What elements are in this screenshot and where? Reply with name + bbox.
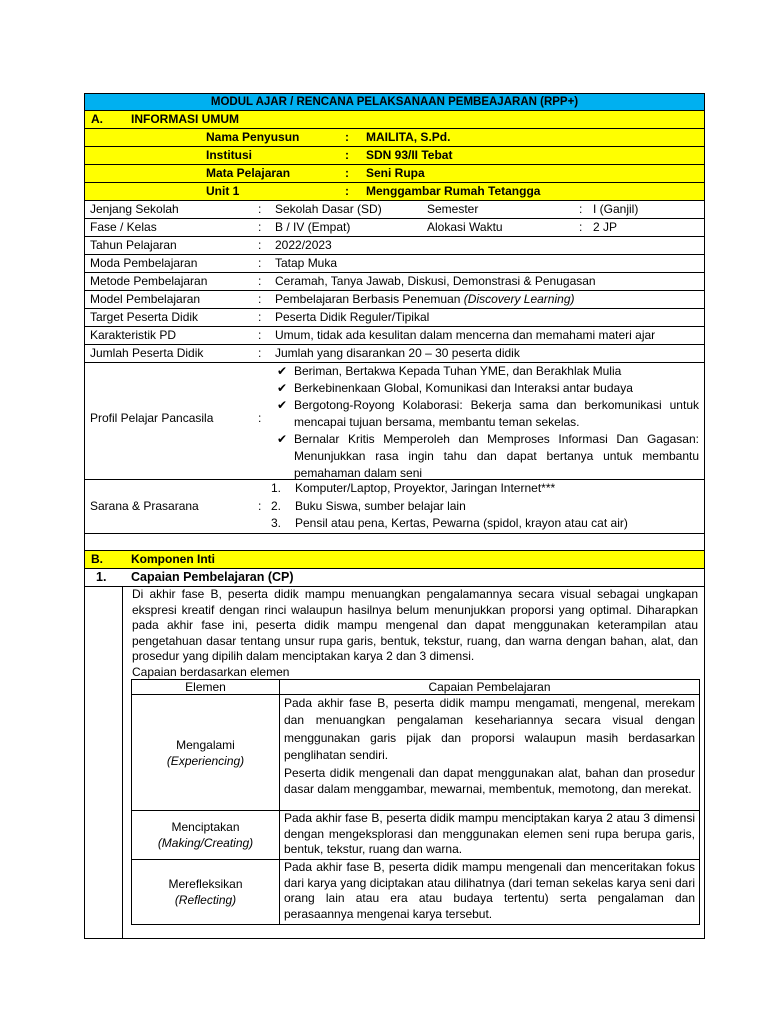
profil-list (275, 363, 699, 482)
info-colon: : (258, 238, 262, 252)
profil-pelajar-row (84, 363, 705, 480)
info-value: Peserta Didik Reguler/Tipikal (275, 310, 430, 324)
profil-item-text: Beriman, Bertakwa Kepada Tuhan YME, dan Berakhlak Mulia (294, 364, 622, 378)
profil-item (275, 397, 699, 431)
identity-colon: : (345, 130, 349, 144)
section-b-label: Komponen Inti (131, 552, 215, 566)
spacer-row (84, 534, 705, 551)
info-value: Jumlah yang disarankan 20 – 30 peserta didik (275, 346, 520, 360)
profil-item (275, 431, 699, 482)
identity-row (84, 183, 705, 201)
section-b-number: B. (91, 552, 103, 566)
sarana-list (271, 480, 628, 533)
info-value: Ceramah, Tanya Jawab, Diskusi, Demonstrasi & Penugasan (275, 274, 596, 288)
info-row (84, 327, 705, 345)
info-key: Target Peserta Didik (90, 310, 199, 324)
info-value-secondary: I (Ganjil) (593, 202, 639, 216)
identity-value: SDN 93/II Tebat (366, 148, 453, 162)
info-value: 2022/2023 (275, 238, 332, 252)
info-key: Model Pembelajaran (90, 292, 201, 306)
info-value (275, 291, 575, 308)
info-colon: : (258, 328, 262, 342)
capaian-cell (280, 811, 700, 860)
identity-key: Institusi (206, 148, 253, 162)
sarana-item-number: 3. (271, 516, 282, 530)
info-row (84, 291, 705, 309)
info-colon: : (258, 256, 262, 270)
element-name: Merefleksikan (168, 877, 243, 891)
info-value: Sekolah Dasar (SD) (275, 202, 382, 216)
profil-item-text: Bernalar Kritis Memperoleh dan Memproses Informasi Dan Gagasan: Menunjukkan rasa ingin tahu dan dapat bertanya untuk membantu pemahaman dalam seni (294, 432, 699, 480)
cp-label: Capaian Pembelajaran (CP) (131, 570, 294, 584)
capaian-text: Pada akhir fase B, peserta didik mampu mengenali dan menceritakan fokus dari karya yang diciptakan atau dilihatnya (dari teman sekelas karya seni dari orang lain atau era atau budaya tertentu) serta pengalaman dan perasaannya mengenai karya tersebut. (284, 860, 695, 921)
section-b-header (84, 551, 705, 569)
document-title: MODUL AJAR / RENCANA PELAKSANAAN PEMBEAJARAN (RPP+) (84, 93, 705, 111)
check-icon: ✔ (277, 364, 288, 378)
capaian-cell (280, 860, 700, 925)
info-row (84, 201, 705, 219)
element-cell (132, 811, 280, 860)
profil-item-text: Berkebinenkaan Global, Komunikasi dan Interaksi antar budaya (294, 381, 633, 395)
cp-paragraph: Di akhir fase B, peserta didik mampu menuangkan pengalamannya secara visual sebagai ungkapan ekspresi kreatif dengan rinci walaupun hasilnya belum menunjukkan proporsi yang optimal. Diharapkan pada akhir fase ini, peserta didik mampu mengenal dan dapat menggunakan keterampilan atau pengetahuan dasar tentang unsur rupa garis, bentuk, tekstur, ruang, dan warna dengan bahan, alat, dan prosedur yang dipilih dalam menciptakan karya 2 dan 3 dimensi. (132, 587, 698, 664)
identity-value: MAILITA, S.Pd. (366, 130, 451, 144)
element-name: Menciptakan (171, 820, 240, 834)
info-value-italic: (Discovery Learning) (463, 292, 575, 306)
section-a-number: A. (91, 112, 103, 126)
info-value: B / IV (Empat) (275, 220, 351, 234)
sarana-item-number: 2. (271, 498, 282, 513)
sarana-item (271, 498, 628, 516)
column-header-elemen: Elemen (132, 680, 280, 695)
sarana-item (271, 480, 628, 498)
sarana-colon: : (258, 499, 262, 513)
capaian-text: Pada akhir fase B, peserta didik mampu mengamati, mengenal, merekam dan menuangkan pengalaman kesehariannya secara visual dengan menggunakan garis pijak dan proporsi walaupun masih berdasarkan penglihatan sendiri. (284, 696, 695, 763)
identity-colon: : (345, 148, 349, 162)
lesson-plan-document (84, 93, 705, 939)
info-key: Fase / Kelas (90, 220, 157, 234)
info-colon: : (258, 220, 262, 234)
identity-key: Nama Penyusun (206, 130, 300, 144)
identity-colon: : (345, 166, 349, 180)
table-row (132, 860, 700, 925)
identity-colon: : (345, 184, 349, 198)
element-name-en: (Reflecting) (174, 893, 237, 907)
info-colon-secondary: : (579, 220, 583, 234)
column-header-capaian: Capaian Pembelajaran (280, 680, 700, 695)
cp-text (132, 587, 698, 681)
sarana-row (84, 480, 705, 534)
info-row (84, 309, 705, 327)
identity-value: Menggambar Rumah Tetangga (366, 184, 541, 198)
info-colon-secondary: : (579, 202, 583, 216)
info-value-secondary: 2 JP (593, 220, 618, 234)
identity-key: Mata Pelajaran (206, 166, 291, 180)
info-value-text: Pembelajaran Berbasis Penemuan (275, 292, 464, 306)
sarana-item-text: Komputer/Laptop, Proyektor, Jaringan Internet*** (295, 481, 556, 495)
cp-paragraph: Capaian berdasarkan elemen (132, 664, 290, 679)
sarana-key: Sarana & Prasarana (90, 499, 199, 513)
info-key: Jenjang Sekolah (90, 202, 179, 216)
profil-item (275, 380, 699, 397)
info-row (84, 273, 705, 291)
cp-number: 1. (96, 570, 107, 584)
sarana-item-text: Pensil atau pena, Kertas, Pewarna (spidol, krayon atau cat air) (295, 516, 628, 530)
check-icon: ✔ (277, 432, 288, 446)
elemen-table (131, 679, 700, 925)
info-row (84, 345, 705, 363)
info-key: Jumlah Peserta Didik (90, 346, 204, 360)
table-row (132, 695, 700, 811)
section-a-header (84, 111, 705, 129)
capaian-text: Pada akhir fase B, peserta didik mampu menciptakan karya 2 atau 3 dimensi dengan mengeksplorasi dan menggunakan elemen seni rupa berupa garis, bentuk, tekstur, ruang dan warna. (284, 811, 695, 856)
info-key: Moda Pembelajaran (90, 256, 198, 270)
info-key: Metode Pembelajaran (90, 274, 208, 288)
info-colon: : (258, 346, 262, 360)
identity-row (84, 165, 705, 183)
section-a-label: INFORMASI UMUM (131, 112, 239, 126)
info-row (84, 219, 705, 237)
sarana-item (271, 515, 628, 533)
info-key: Karakteristik PD (90, 328, 177, 342)
profil-key: Profil Pelajar Pancasila (90, 411, 214, 425)
info-colon: : (258, 292, 262, 306)
info-value: Umum, tidak ada kesulitan dalam mencerna dan memahami materi ajar (275, 328, 656, 342)
identity-row (84, 129, 705, 147)
cp-header (84, 569, 705, 587)
table-row (132, 811, 700, 860)
info-row (84, 237, 705, 255)
info-value: Tatap Muka (275, 256, 338, 270)
info-key-secondary: Alokasi Waktu (427, 220, 503, 234)
profil-colon: : (258, 411, 262, 425)
element-cell (132, 860, 280, 925)
check-icon: ✔ (277, 381, 288, 395)
identity-value: Seni Rupa (366, 166, 425, 180)
info-colon: : (258, 310, 262, 324)
element-name-en: (Making/Creating) (157, 836, 254, 850)
info-row (84, 255, 705, 273)
profil-item (275, 363, 699, 380)
capaian-cell (280, 695, 700, 811)
info-colon: : (258, 202, 262, 216)
profil-item-text: Bergotong-Royong Kolaborasi: Bekerja sama dan berkomunikasi untuk mencapai tujuan bersama, membantu teman sekelas. (294, 398, 699, 429)
capaian-text: Peserta didik mengenali dan dapat menggunakan alat, bahan dan prosedur dasar dalam menggambar, mewarnai, membentuk, memotong, dan merekat. (284, 765, 695, 797)
column-divider (122, 587, 123, 938)
identity-key: Unit 1 (206, 184, 240, 198)
cp-body (84, 587, 705, 939)
info-key-secondary: Semester (427, 202, 479, 216)
element-cell (132, 695, 280, 811)
check-icon: ✔ (277, 398, 288, 412)
sarana-item-text: Buku Siswa, sumber belajar lain (295, 498, 466, 513)
element-name-en: (Experiencing) (166, 753, 245, 768)
sarana-item-number: 1. (271, 481, 282, 495)
table-header-row (132, 680, 700, 695)
info-key: Tahun Pelajaran (90, 238, 177, 252)
element-name: Mengalami (176, 737, 235, 752)
identity-row (84, 147, 705, 165)
info-colon: : (258, 274, 262, 288)
